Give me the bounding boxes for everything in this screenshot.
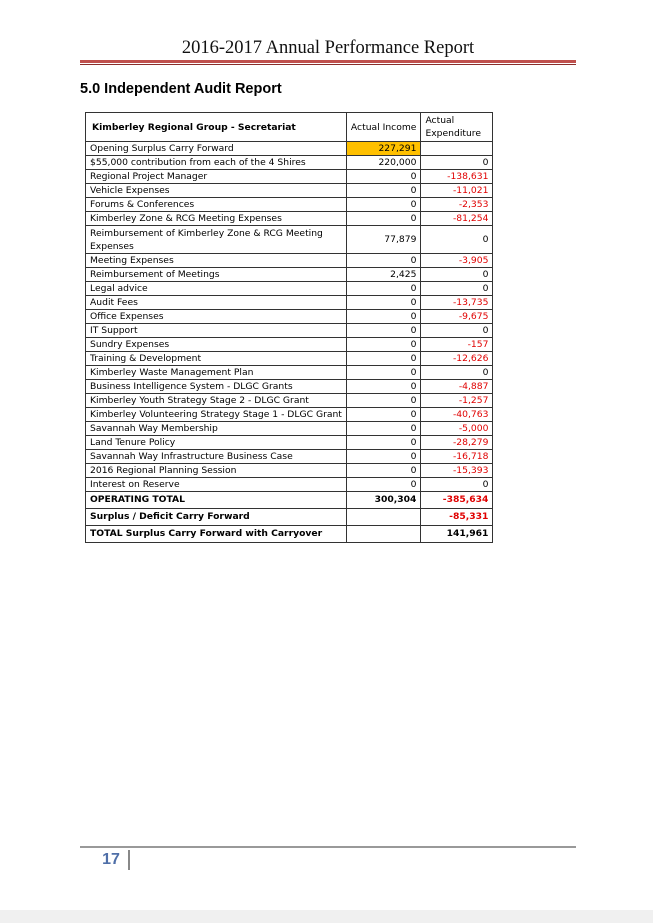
audit-table (85, 112, 493, 543)
expenditure-cell: 0 (421, 226, 493, 254)
row-label-cell: Regional Project Manager (86, 170, 347, 184)
expenditure-cell: -81,254 (421, 212, 493, 226)
row-label-cell: Sundry Expenses (86, 338, 347, 352)
row-label-cell: $55,000 contribution from each of the 4 Shires (86, 156, 347, 170)
income-cell (346, 526, 421, 543)
income-cell: 0 (346, 380, 421, 394)
income-cell: 0 (346, 422, 421, 436)
income-cell: 0 (346, 198, 421, 212)
expenditure-cell: -16,718 (421, 450, 493, 464)
total-row (86, 492, 493, 509)
table-row (86, 212, 493, 226)
table-header-row (86, 113, 493, 142)
expenditure-cell: -40,763 (421, 408, 493, 422)
income-cell: 300,304 (346, 492, 421, 509)
row-label-cell: Office Expenses (86, 310, 347, 324)
expenditure-cell: -13,735 (421, 296, 493, 310)
row-label-cell: Savannah Way Membership (86, 422, 347, 436)
expenditure-cell: -1,257 (421, 394, 493, 408)
table-row (86, 170, 493, 184)
table-row (86, 408, 493, 422)
row-label-cell: Interest on Reserve (86, 478, 347, 492)
row-label-cell: Surplus / Deficit Carry Forward (86, 509, 347, 526)
table-row (86, 366, 493, 380)
expenditure-cell: -5,000 (421, 422, 493, 436)
table-row (86, 450, 493, 464)
income-cell: 0 (346, 310, 421, 324)
expenditure-cell: 0 (421, 366, 493, 380)
row-label-cell: OPERATING TOTAL (86, 492, 347, 509)
income-cell: 0 (346, 352, 421, 366)
expenditure-cell: -28,279 (421, 436, 493, 450)
table-row (86, 296, 493, 310)
income-cell: 0 (346, 338, 421, 352)
total-row (86, 509, 493, 526)
income-cell: 0 (346, 296, 421, 310)
table-row (86, 394, 493, 408)
expenditure-cell: -157 (421, 338, 493, 352)
income-cell: 0 (346, 478, 421, 492)
table-row (86, 282, 493, 296)
expenditure-cell: 0 (421, 324, 493, 338)
row-label-cell: Reimbursement of Kimberley Zone & RCG Meeting Expenses (86, 226, 347, 254)
income-cell: 0 (346, 394, 421, 408)
viewer-bottom-strip (0, 910, 653, 923)
expenditure-cell: -9,675 (421, 310, 493, 324)
income-cell: 0 (346, 254, 421, 268)
page-number: 17 (102, 851, 120, 868)
row-label-cell: Training & Development (86, 352, 347, 366)
row-label-cell: TOTAL Surplus Carry Forward with Carryover (86, 526, 347, 543)
header-cell-group: Kimberley Regional Group - Secretariat (86, 113, 347, 142)
total-row (86, 526, 493, 543)
row-label-cell: Audit Fees (86, 296, 347, 310)
table-row (86, 352, 493, 366)
income-cell (346, 509, 421, 526)
table-row (86, 142, 493, 156)
header-cell-expenditure: Actual Expenditure (421, 113, 493, 142)
expenditure-cell: -15,393 (421, 464, 493, 478)
income-cell: 220,000 (346, 156, 421, 170)
income-cell: 0 (346, 282, 421, 296)
row-label-cell: Land Tenure Policy (86, 436, 347, 450)
expenditure-cell: -85,331 (421, 509, 493, 526)
table-row (86, 464, 493, 478)
table-row (86, 226, 493, 254)
row-label-cell: Savannah Way Infrastructure Business Case (86, 450, 347, 464)
income-cell: 0 (346, 436, 421, 450)
report-header-title: 2016-2017 Annual Performance Report (181, 38, 475, 58)
income-cell: 0 (346, 450, 421, 464)
row-label-cell: Reimbursement of Meetings (86, 268, 347, 282)
table-row (86, 338, 493, 352)
income-cell: 0 (346, 324, 421, 338)
expenditure-cell: -11,021 (421, 184, 493, 198)
table-row (86, 198, 493, 212)
audit-table-body (86, 113, 493, 543)
income-cell: 0 (346, 464, 421, 478)
table-row (86, 436, 493, 450)
page-number-divider (128, 850, 130, 870)
row-label-cell: Legal advice (86, 282, 347, 296)
income-cell: 0 (346, 184, 421, 198)
income-cell: 0 (346, 408, 421, 422)
expenditure-cell: 0 (421, 156, 493, 170)
table-row (86, 268, 493, 282)
expenditure-cell: -138,631 (421, 170, 493, 184)
row-label-cell: IT Support (86, 324, 347, 338)
section-title: 5.0 Independent Audit Report (80, 81, 282, 97)
table-row (86, 478, 493, 492)
header-cell-income: Actual Income (346, 113, 421, 142)
row-label-cell: 2016 Regional Planning Session (86, 464, 347, 478)
expenditure-cell: 0 (421, 268, 493, 282)
table-row (86, 422, 493, 436)
row-label-cell: Kimberley Volunteering Strategy Stage 1 - DLGC Grant (86, 408, 347, 422)
income-cell: 0 (346, 212, 421, 226)
row-label-cell: Forums & Conferences (86, 198, 347, 212)
expenditure-cell: -385,634 (421, 492, 493, 509)
income-cell: 0 (346, 170, 421, 184)
income-cell: 2,425 (346, 268, 421, 282)
expenditure-cell: 0 (421, 282, 493, 296)
table-row (86, 310, 493, 324)
table-row (86, 254, 493, 268)
income-cell: 0 (346, 366, 421, 380)
expenditure-cell: -4,887 (421, 380, 493, 394)
expenditure-cell: 0 (421, 478, 493, 492)
table-row (86, 156, 493, 170)
footer-rule (80, 846, 576, 848)
table-row (86, 324, 493, 338)
row-label-cell: Kimberley Waste Management Plan (86, 366, 347, 380)
expenditure-cell (421, 142, 493, 156)
income-cell: 77,879 (346, 226, 421, 254)
row-label-cell: Vehicle Expenses (86, 184, 347, 198)
expenditure-cell: -3,905 (421, 254, 493, 268)
expenditure-cell: 141,961 (421, 526, 493, 543)
table-row (86, 184, 493, 198)
header-rule-thick (80, 60, 576, 63)
row-label-cell: Kimberley Youth Strategy Stage 2 - DLGC Grant (86, 394, 347, 408)
row-label-cell: Business Intelligence System - DLGC Grants (86, 380, 347, 394)
expenditure-cell: -12,626 (421, 352, 493, 366)
row-label-cell: Kimberley Zone & RCG Meeting Expenses (86, 212, 347, 226)
income-cell: 227,291 (346, 142, 421, 156)
table-row (86, 380, 493, 394)
header-rule-thin (80, 64, 576, 65)
row-label-cell: Opening Surplus Carry Forward (86, 142, 347, 156)
row-label-cell: Meeting Expenses (86, 254, 347, 268)
expenditure-cell: -2,353 (421, 198, 493, 212)
